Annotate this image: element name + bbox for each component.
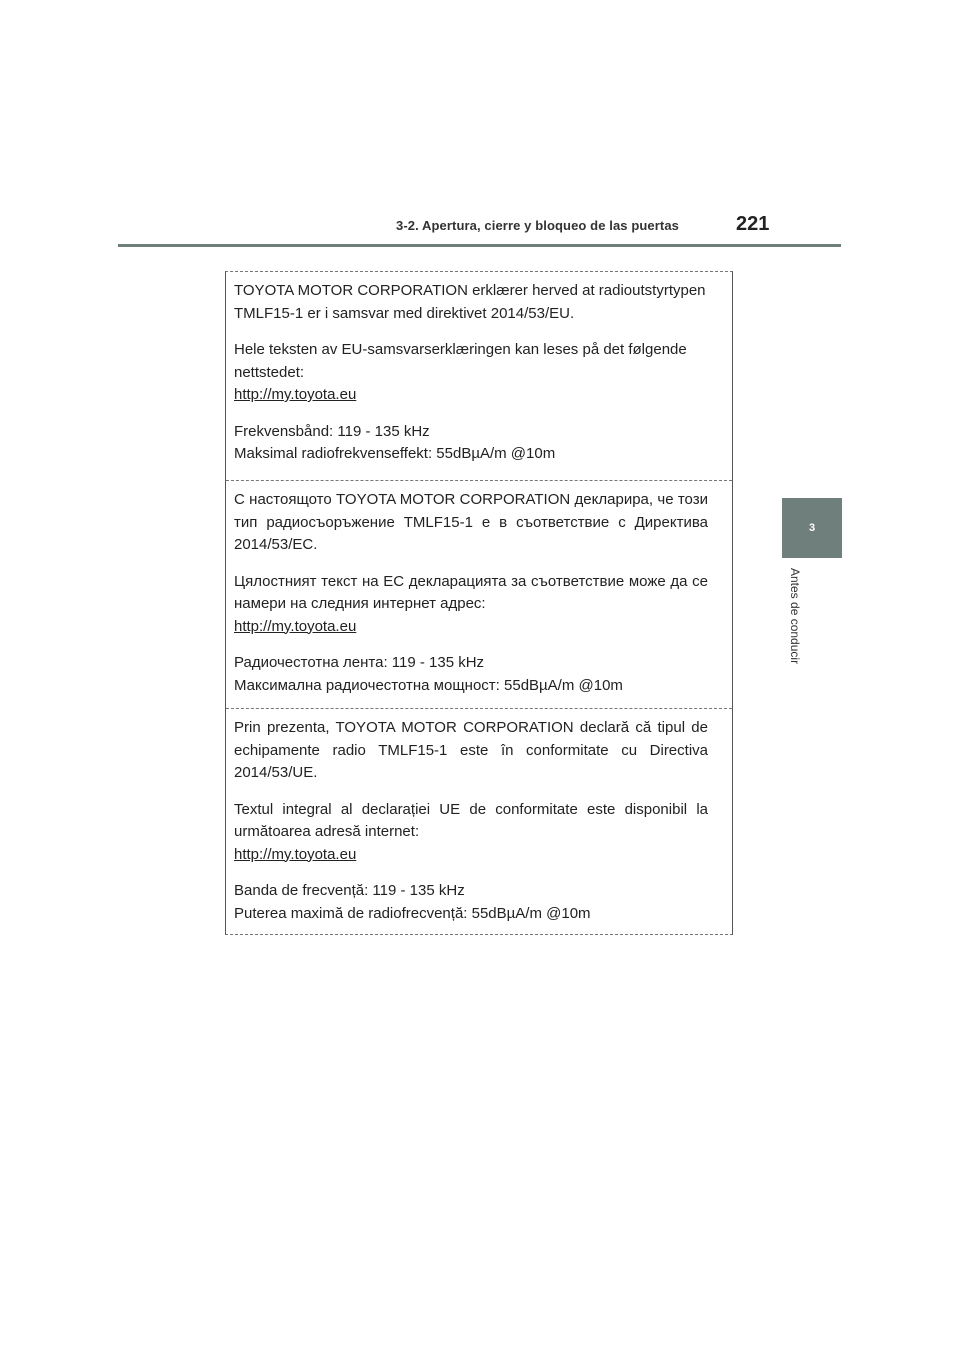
chapter-title: Antes de conducir (788, 568, 802, 665)
declaration-section-bulgarian (226, 480, 732, 708)
declaration-box (225, 271, 733, 935)
declaration-url-link[interactable]: http://my.toyota.eu (234, 386, 357, 403)
chapter-tab: 3 (782, 498, 842, 558)
running-header-section-title: 3-2. Apertura, cierre y bloqueo de las puertas (396, 218, 679, 233)
full-text-info (234, 571, 708, 639)
max-power: Puterea maximă de radiofrecvență: 55dBµA/m @10m (234, 904, 591, 922)
declaration-url-link[interactable]: http://my.toyota.eu (234, 845, 357, 863)
full-text-info-text: Цялостният текст на ЕС декларацията за съответствие може да се намери на следния интернет адрес: (234, 572, 708, 612)
declaration-text: Prin prezenta, TOYOTA MOTOR CORPORATION declară că tipul de echipamente radio TMLF15-1 este în conformitate cu Directiva 2014/53/UE. (234, 719, 708, 781)
max-power: Максимална радиочестотна мощност: 55dBµA/m @10m (234, 676, 623, 694)
declaration-section-romanian (226, 708, 732, 936)
declaration-url-link[interactable]: http://my.toyota.eu (234, 617, 357, 635)
specs (234, 421, 708, 466)
declaration-text: С настоящото TOYOTA MOTOR CORPORATION декларира, че този тип радиосъоръжение TMLF15-1 е в съответствие с Директива 2014/53/ЕС. (234, 491, 708, 553)
header-divider (118, 244, 841, 247)
full-text-info (234, 339, 708, 407)
declaration-text: TOYOTA MOTOR CORPORATION erklærer herved at radioutstyrtypen TMLF15-1 er i samsvar med direktivet 2014/53/EU. (234, 282, 706, 322)
specs (234, 652, 708, 697)
full-text-info-text: Hele teksten av EU-samsvarserklæringen kan leses på det følgende nettstedet: (234, 341, 687, 381)
frequency-band: Banda de frecvență: 119 - 135 kHz (234, 882, 465, 899)
declaration-section-norwegian (226, 272, 732, 480)
frequency-band: Frekvensbånd: 119 - 135 kHz (234, 422, 430, 440)
specs (234, 880, 708, 925)
max-power: Maksimal radiofrekvenseffekt: 55dBµA/m @10m (234, 445, 556, 462)
full-text-info (234, 799, 708, 867)
frequency-band: Радиочестотна лента: 119 - 135 kHz (234, 654, 485, 671)
page-number: 221 (736, 213, 770, 235)
full-text-info-text: Textul integral al declarației UE de conformitate este disponibil la următoarea adresă internet: (234, 800, 708, 840)
